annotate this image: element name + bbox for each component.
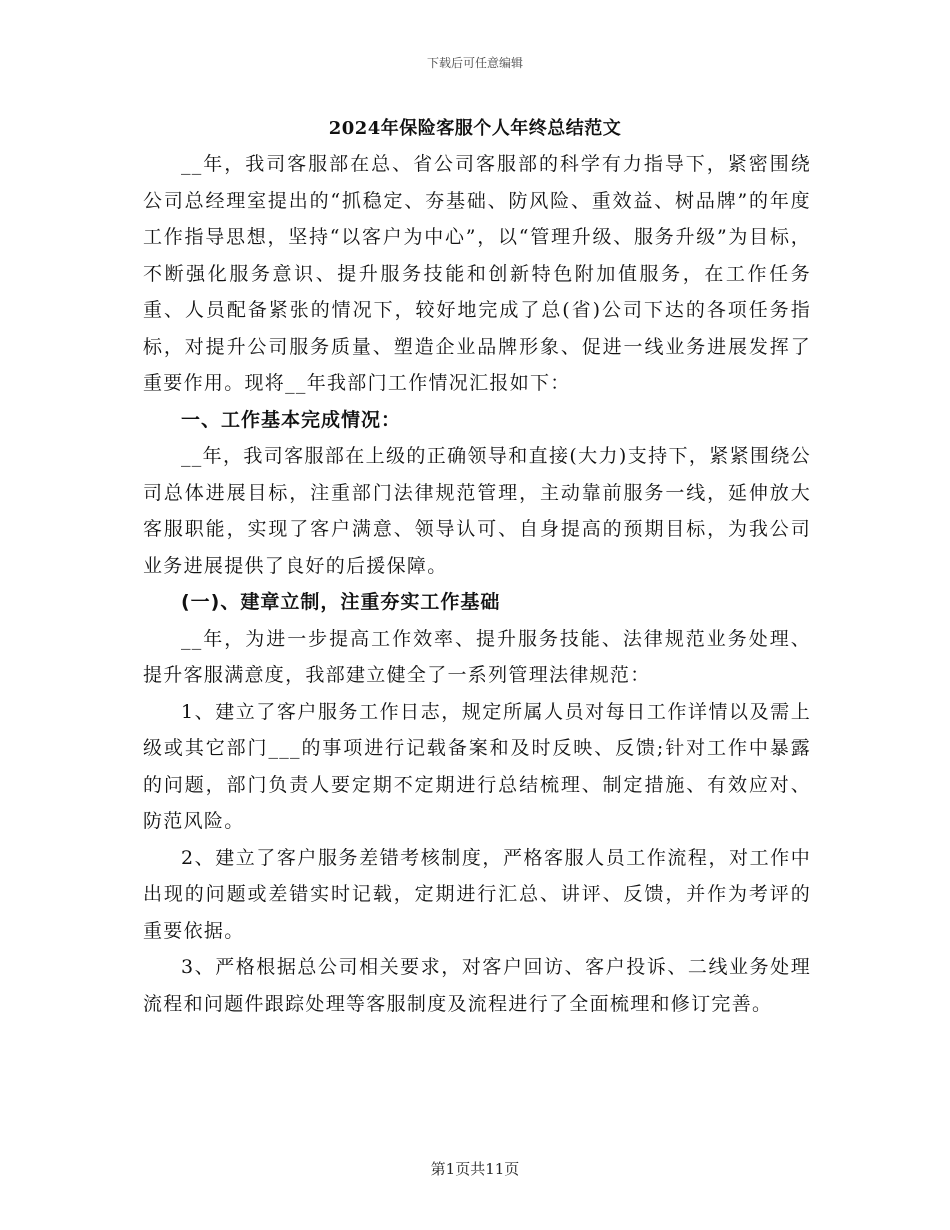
document-body [143, 146, 811, 1022]
paragraph-item-3: 3、严格根据总公司相关要求，对客户回访、客户投诉、二线业务处理流程和问题件跟踪处理等客服制度及流程进行了全面梳理和修订完善。 [143, 956, 811, 1015]
header-note: 下载后可任意编辑 [426, 56, 523, 70]
page-footer: 第1页共11页 [430, 1160, 520, 1178]
paragraph-intro: __年，我司客服部在总、省公司客服部的科学有力指导下，紧密围绕公司总经理室提出的“抓稳定、夯基础、防风险、重效益、树品牌”的年度工作指导思想，坚持“以客户为中心”，以“管理升级、服务升级”为目标，不断强化服务意识、提升服务技能和创新特色附加值服务，在工作任务重、人员配备紧张的情况下，较好地完成了总(省)公司下达的各项任务指标，对提升公司服务质量、塑造企业品牌形象、促进一线业务进展发挥了重要作用。现将__年我部门工作情况汇报如下： [143, 153, 811, 394]
paragraph-item-2: 2、建立了客户服务差错考核制度，严格客服人员工作流程，对工作中出现的问题或差错实时记载，定期进行汇总、讲评、反馈，并作为考评的重要依据。 [143, 846, 811, 942]
paragraph-rules-intro: __年，为进一步提高工作效率、提升服务技能、法律规范业务处理、提升客服满意度，我部建立健全了一系列管理法律规范： [143, 627, 811, 686]
paragraph-item-1: 1、建立了客户服务工作日志，规定所属人员对每日工作详情以及需上级或其它部门___的事项进行记载备案和及时反映、反馈;针对工作中暴露的问题，部门负责人要定期不定期进行总结梳理、制定措施、有效应对、防范风险。 [143, 700, 811, 832]
document-title: 2024年保险客服个人年终总结范文 [328, 118, 622, 139]
paragraph-summary: __年，我司客服部在上级的正确领导和直接(大力)支持下，紧紧围绕公司总体进展目标，注重部门法律规范管理，主动靠前服务一线，延伸放大客服职能，实现了客户满意、领导认可、自身提高的预期目标，为我公司业务进展提供了良好的后援保障。 [143, 445, 811, 577]
section-heading-1: 一、工作基本完成情况： [181, 408, 402, 431]
subsection-heading-1: (一)、建章立制，注重夯实工作基础 [181, 591, 501, 613]
